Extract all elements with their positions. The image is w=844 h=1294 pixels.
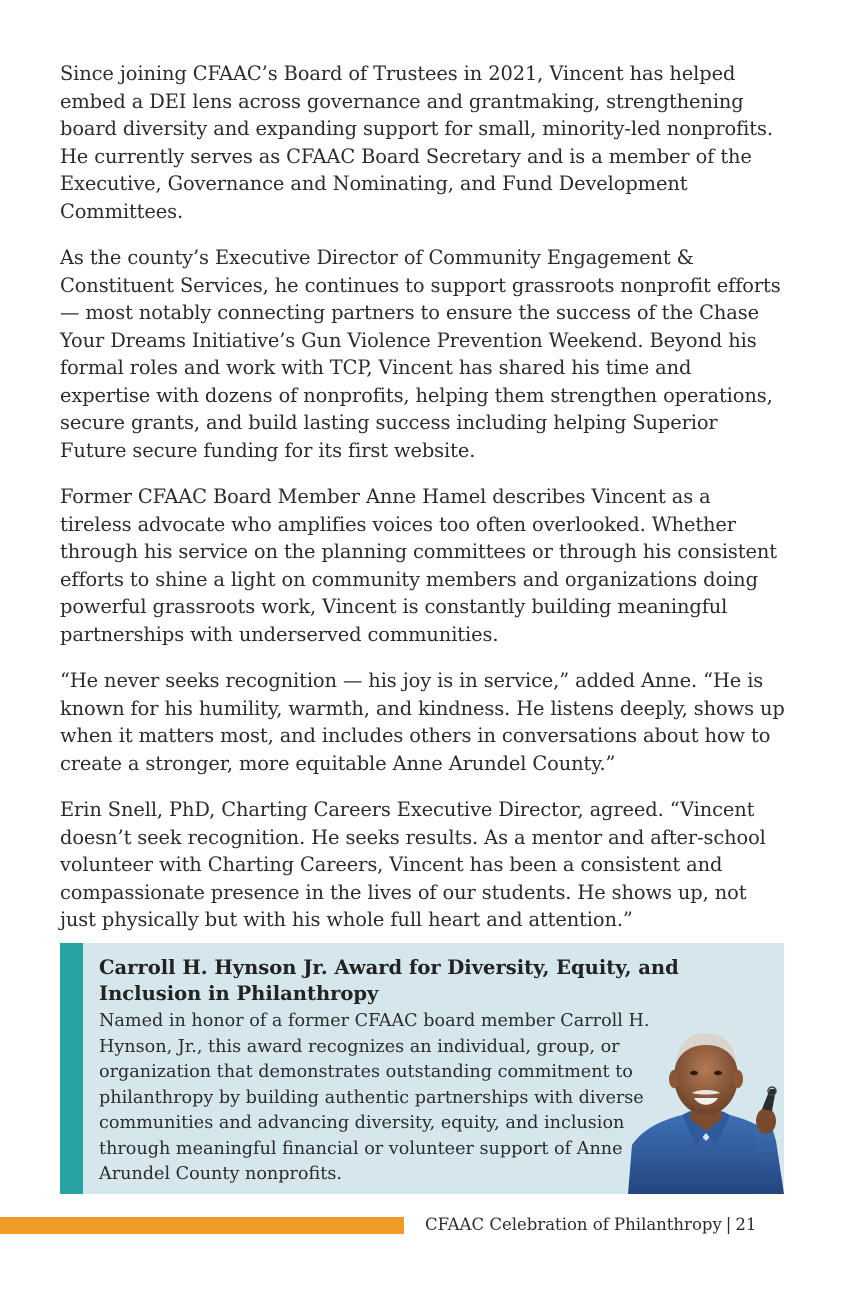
award-description: Named in honor of a former CFAAC board member Carroll H. Hynson, Jr., this award recognizes an individual, group, or organization that demonstrates outstanding commitment to philanthropy by building authentic partnerships with diverse communities and advancing diversity, equity, and inclusion through meaningful financial or volunteer support of Anne Arundel County nonprofits. bbox=[99, 1011, 650, 1184]
footer-accent-bar bbox=[0, 1217, 404, 1234]
article-body bbox=[60, 60, 786, 953]
publication-name: CFAAC Celebration of Philanthropy bbox=[425, 1215, 722, 1234]
award-callout-box bbox=[60, 943, 784, 1194]
paragraph-anne-quote: “He never seeks recognition — his joy is in service,” added Anne. “He is known for his humility, warmth, and kindness. He listens deeply, shows up when it matters most, and includes others in conversations about how to create a stronger, more equitable Anne Arundel County.” bbox=[60, 669, 785, 775]
callout-accent-bar bbox=[60, 943, 83, 1194]
paragraph-county-role: As the county’s Executive Director of Community Engagement & Constituent Services, he continues to support grassroots nonprofit efforts — most notably connecting partners to ensure the success of the Chase Your Dreams Initiative’s Gun Violence Prevention Weekend. Beyond his formal roles and work with TCP, Vincent has shared his time and expertise with dozens of nonprofits, helping them strengthen operations, secure grants, and build lasting success including helping Superior Future secure funding for its first website. bbox=[60, 246, 781, 462]
page-number: 21 bbox=[735, 1215, 757, 1234]
footer-separator: | bbox=[725, 1215, 732, 1234]
honoree-portrait-photo bbox=[626, 1023, 784, 1194]
page-footer bbox=[425, 1214, 756, 1236]
paragraph-erin-snell-quote: Erin Snell, PhD, Charting Careers Executive Director, agreed. “Vincent doesn’t seek recognition. He seeks results. As a mentor and after-school volunteer with Charting Careers, Vincent has been a consistent and compassionate presence in the lives of our students. He shows up, not just physically but with his whole full heart and attention.” bbox=[60, 798, 766, 931]
award-title: Carroll H. Hynson Jr. Award for Diversity, Equity, and Inclusion in Philanthropy bbox=[99, 956, 679, 1005]
paragraph-board-service: Since joining CFAAC’s Board of Trustees in 2021, Vincent has helped embed a DEI lens across governance and grantmaking, strengthening board diversity and expanding support for small, minority-led nonprofits. He currently serves as CFAAC Board Secretary and is a member of the Executive, Governance and Nominating, and Fund Development Committees. bbox=[60, 62, 773, 223]
paragraph-anne-hamel: Former CFAAC Board Member Anne Hamel describes Vincent as a tireless advocate who amplifies voices too often overlooked. Whether through his service on the planning committees or through his consistent efforts to shine a light on community members and organizations doing powerful grassroots work, Vincent is constantly building meaningful partnerships with underserved communities. bbox=[60, 485, 777, 646]
